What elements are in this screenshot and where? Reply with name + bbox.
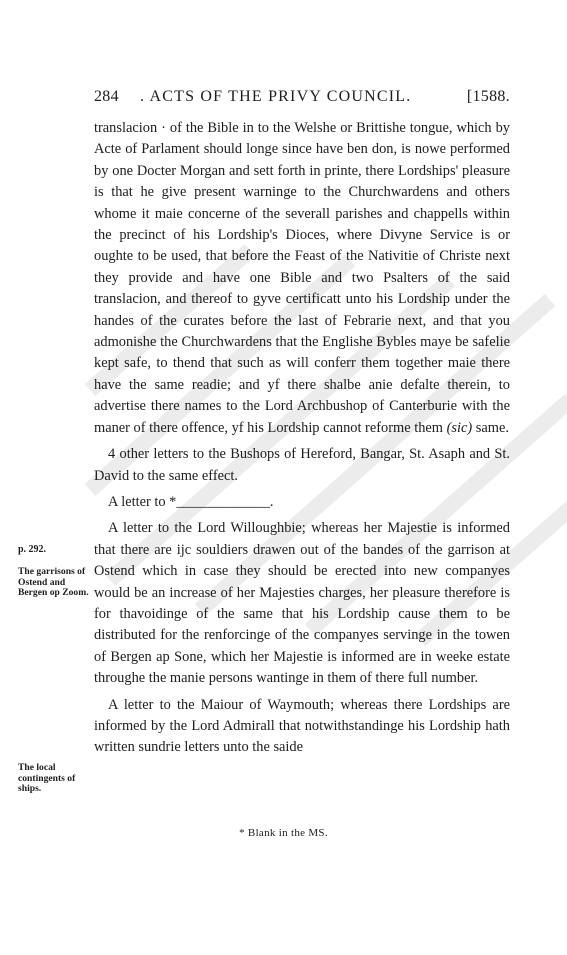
- page-body: [94, 118, 510, 759]
- paragraph-welsh-bible: translacion · of the Bible in to the Welshe or Brittishe tongue, which by Acte of Parlament should longe since have ben don, is nowe performed by one Docter Morgan and sett forth in printe, there Lordships' pleasure is that he give present warninge to the Churchwardens and others whome it maie concerne of the severall parishes and chappells within the precinct of his Lordship's Dioces, where Divyne Service is or oughte to be used, that before the Feast of the Nativitie of Christe next they provide and have one Bible and two Psalters of the said translacion, and thereof to gyve certificatt unto his Lordship under the handes of the curates before the last of Febrarie next, and that you admonishe the Churchwardens that the Englishe Bybles maye be safelie kept safe, to thend that such as will conferr them together maie there have the same readie; and yf there shalbe anie defalte therein, to advertise there names to the Lord Archbushop of Canterburie with the maner of there offence, yf his Lordship cannot reforme them (sic) same.: [94, 120, 510, 436]
- margin-note-contingents: The local contingents of ships.: [18, 762, 76, 794]
- paragraph-blank-letter: A letter to *_____________.: [108, 493, 274, 510]
- paragraph-willoughbie: A letter to the Lord Willoughbie; whereas her Majestie is informed that there are ijc souldiers drawen out of the bandes of the garrison at Ostend which in case they should be erected into new companyes would be an increase of her Majesties charges, her pleasure therefore is for thavoidinge of the same that his Lordship cause them to be distributed for the renforcinge of the companyes servinge in the towen of Bergen ap Sone, which her Majestie is informed are in weeke estate throughe the manie persons wantinge in them of there full number.: [94, 520, 510, 687]
- sic-note: (sic): [446, 419, 473, 436]
- page-number: 284: [94, 88, 119, 105]
- paragraph-other-letters: 4 other letters to the Bushops of Hereford, Bangar, St. Asaph and St. David to the same effect.: [94, 446, 510, 484]
- margin-page-ref: p. 292.: [18, 544, 47, 555]
- running-year: [1588.: [466, 88, 510, 105]
- running-header: [94, 88, 510, 110]
- running-title: . ACTS OF THE PRIVY COUNCIL.: [140, 88, 412, 105]
- paragraph-waymouth: A letter to the Maiour of Waymouth; whereas there Lordships are informed by the Lord Admirall that notwithstandinge his Lordship hath written sundrie letters unto the saide: [94, 696, 510, 756]
- blank-line: _____________.: [176, 493, 274, 510]
- footnote: * Blank in the MS.: [239, 827, 328, 839]
- margin-note-garrisons: The garrisons of Ostend and Bergen op Zoom.: [18, 566, 89, 598]
